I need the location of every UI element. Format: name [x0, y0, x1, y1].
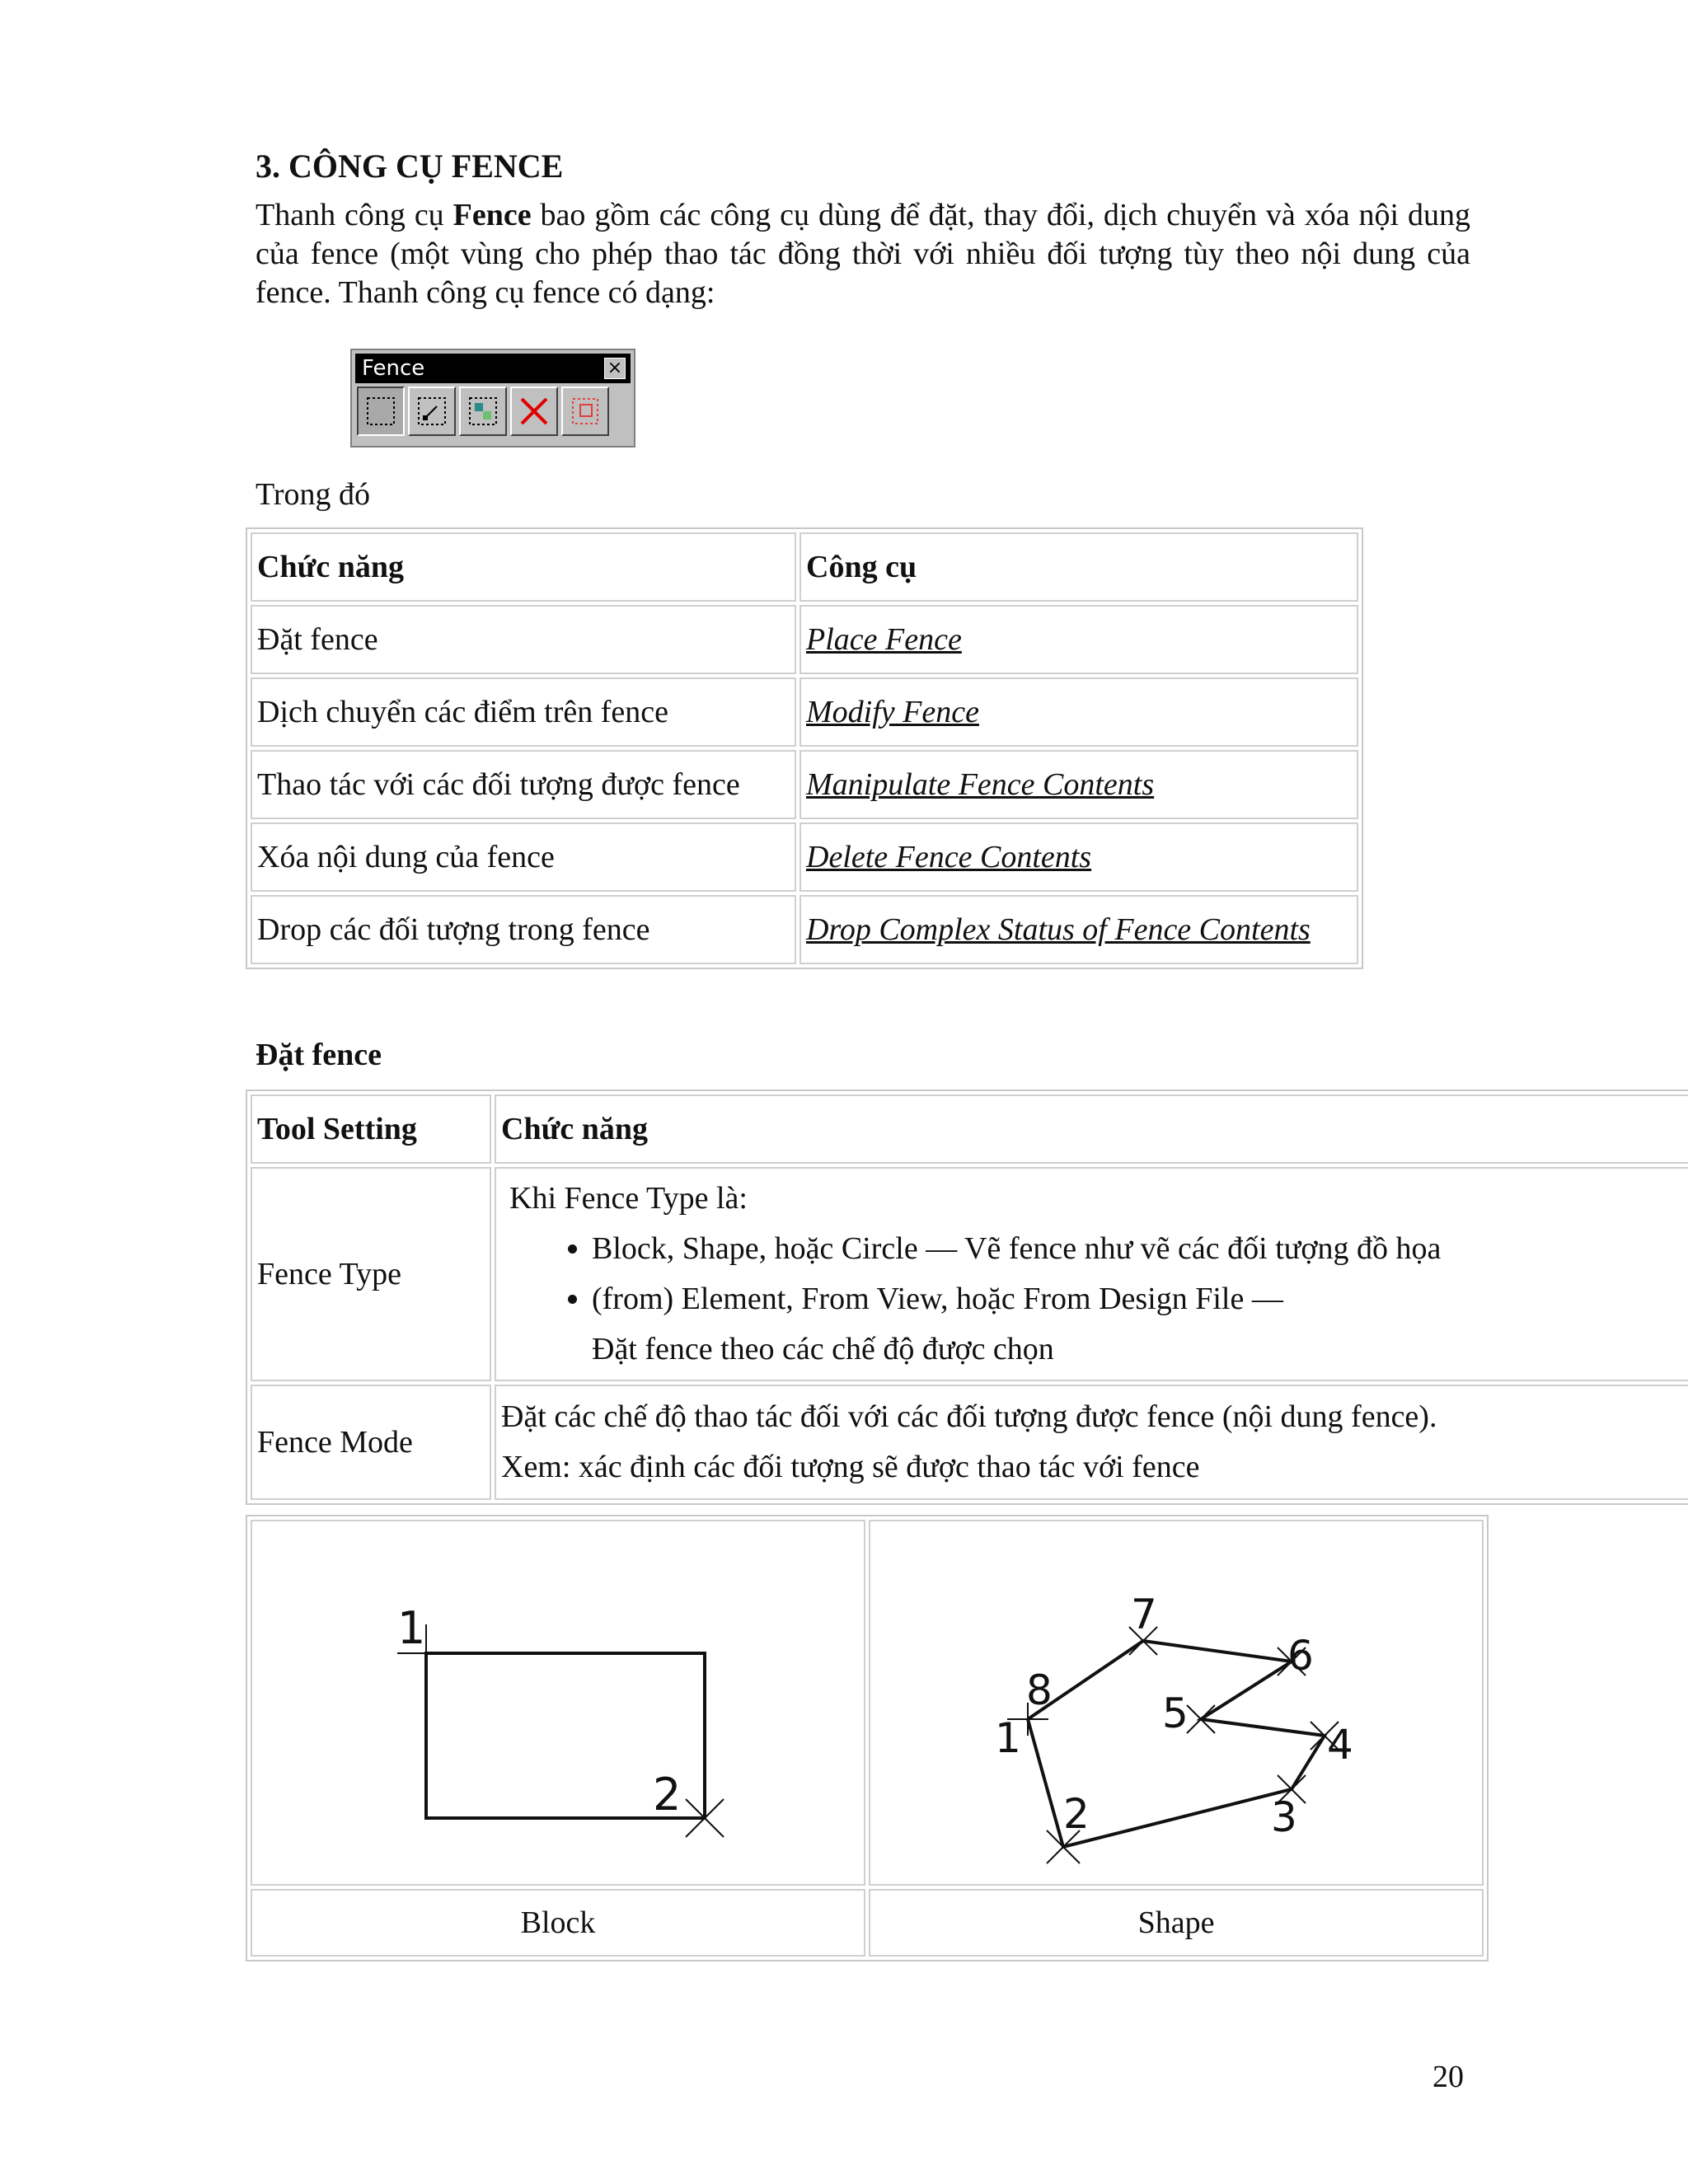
trong-do-label: Trong đó: [256, 477, 371, 512]
point-label: 3: [1271, 1793, 1297, 1841]
shape-figure-cell: [869, 1520, 1484, 1886]
tool-link[interactable]: Manipulate Fence Contents: [806, 767, 1155, 802]
setting-name-cell: Fence Type: [251, 1167, 491, 1381]
function-cell: Thao tác với các đối tượng được fence: [251, 750, 796, 819]
function-cell: Dịch chuyển các điểm trên fence: [251, 677, 796, 747]
tool-cell: [799, 605, 1358, 674]
page-number: 20: [1432, 2060, 1464, 2094]
drop-complex-status-button[interactable]: [561, 387, 609, 436]
close-icon[interactable]: ×: [604, 358, 626, 379]
setting-name-cell: Fence Mode: [251, 1385, 491, 1500]
tool-link[interactable]: Drop Complex Status of Fence Contents: [806, 912, 1311, 947]
fence-mode-line: Xem: xác định các đối tượng sẽ được thao tác với fence: [501, 1450, 1200, 1484]
figure-caption: Block: [251, 1889, 865, 1957]
tool-link[interactable]: Place Fence: [806, 622, 962, 657]
table-row: [251, 677, 1358, 747]
table-header-row: [251, 1094, 1688, 1164]
list-item: • (from) Element, From View, hoặc From Design File —: [592, 1274, 1685, 1324]
point-label: 7: [1131, 1591, 1157, 1638]
point-label: 8: [1026, 1666, 1053, 1714]
tools-table: [246, 527, 1363, 969]
intro-bold-term: Fence: [452, 198, 532, 232]
place-fence-icon: [364, 395, 397, 428]
fence-toolbar: [350, 349, 635, 448]
fence-type-intro: Khi Fence Type là:: [509, 1181, 748, 1216]
block-figure-cell: [251, 1520, 865, 1886]
table-row: [251, 605, 1358, 674]
point-label: 5: [1162, 1690, 1189, 1737]
modify-fence-icon: [415, 395, 448, 428]
table-row: [251, 895, 1358, 964]
table-row: [251, 823, 1358, 892]
table-header-cell: Chức năng: [251, 532, 796, 602]
point-label: 4: [1327, 1721, 1353, 1769]
table-header-row: [251, 532, 1358, 602]
point-label: 1: [397, 1602, 426, 1654]
point-label: 2: [653, 1769, 682, 1821]
table-header-cell: Công cụ: [799, 532, 1358, 602]
manipulate-fence-contents-button[interactable]: [459, 387, 507, 436]
table-row: [251, 1167, 1688, 1381]
setting-description-cell: [495, 1167, 1688, 1381]
drop-complex-status-icon: [569, 395, 602, 428]
function-cell: Đặt fence: [251, 605, 796, 674]
toolbar-buttons: [357, 387, 629, 436]
delete-fence-contents-button[interactable]: [510, 387, 558, 436]
point-label: 6: [1287, 1632, 1314, 1680]
tool-settings-table: [246, 1090, 1688, 1505]
tool-cell: [799, 823, 1358, 892]
table-row: [251, 1385, 1688, 1500]
manipulate-fence-contents-icon: [467, 395, 499, 428]
intro-paragraph: Thanh công cụ Fence bao gồm các công cụ dùng để đặt, thay đổi, dịch chuyển và xóa nội dung của fence (một vùng cho phép thao tác đồng thời với nhiều đối tượng tùy theo nội dung của fence. Thanh công cụ fence có dạng:: [256, 198, 1470, 310]
tool-cell: [799, 895, 1358, 964]
caption-row: [251, 1889, 1484, 1957]
toolbar-title: Fence: [362, 356, 425, 381]
toolbar-title-bar: [355, 354, 631, 383]
section-heading: 3. CÔNG CỤ FENCE: [256, 148, 564, 185]
tool-cell: [799, 750, 1358, 819]
fence-mode-line: Đặt các chế độ thao tác đối với các đối tượng được fence (nội dung fence).: [501, 1399, 1437, 1434]
table-header-cell: Chức năng: [495, 1094, 1688, 1164]
table-header-cell: Tool Setting: [251, 1094, 491, 1164]
tool-link[interactable]: Modify Fence: [806, 695, 979, 729]
fence-type-continuation: Đặt fence theo các chế độ được chọn: [592, 1332, 1054, 1366]
place-fence-button[interactable]: [357, 387, 405, 436]
fence-figures-table: [246, 1515, 1489, 1961]
point-label: 1: [995, 1714, 1021, 1762]
function-cell: Drop các đối tượng trong fence: [251, 895, 796, 964]
tool-link[interactable]: Delete Fence Contents: [806, 840, 1092, 874]
modify-fence-button[interactable]: [408, 387, 456, 436]
function-cell: Xóa nội dung của fence: [251, 823, 796, 892]
setting-description-cell: [495, 1385, 1688, 1500]
list-item: • Block, Shape, hoặc Circle — Vẽ fence như vẽ các đối tượng đồ họa: [592, 1224, 1685, 1274]
point-label: 2: [1063, 1790, 1090, 1838]
figure-caption: Shape: [869, 1889, 1484, 1957]
tool-cell: [799, 677, 1358, 747]
figure-row: [251, 1520, 1484, 1886]
table-row: [251, 750, 1358, 819]
block-figure: [257, 1521, 859, 1876]
delete-fence-contents-icon: [518, 395, 551, 428]
fence-type-list: [501, 1224, 1685, 1324]
shape-figure: [875, 1521, 1477, 1876]
subsection-title: Đặt fence: [256, 1038, 382, 1072]
